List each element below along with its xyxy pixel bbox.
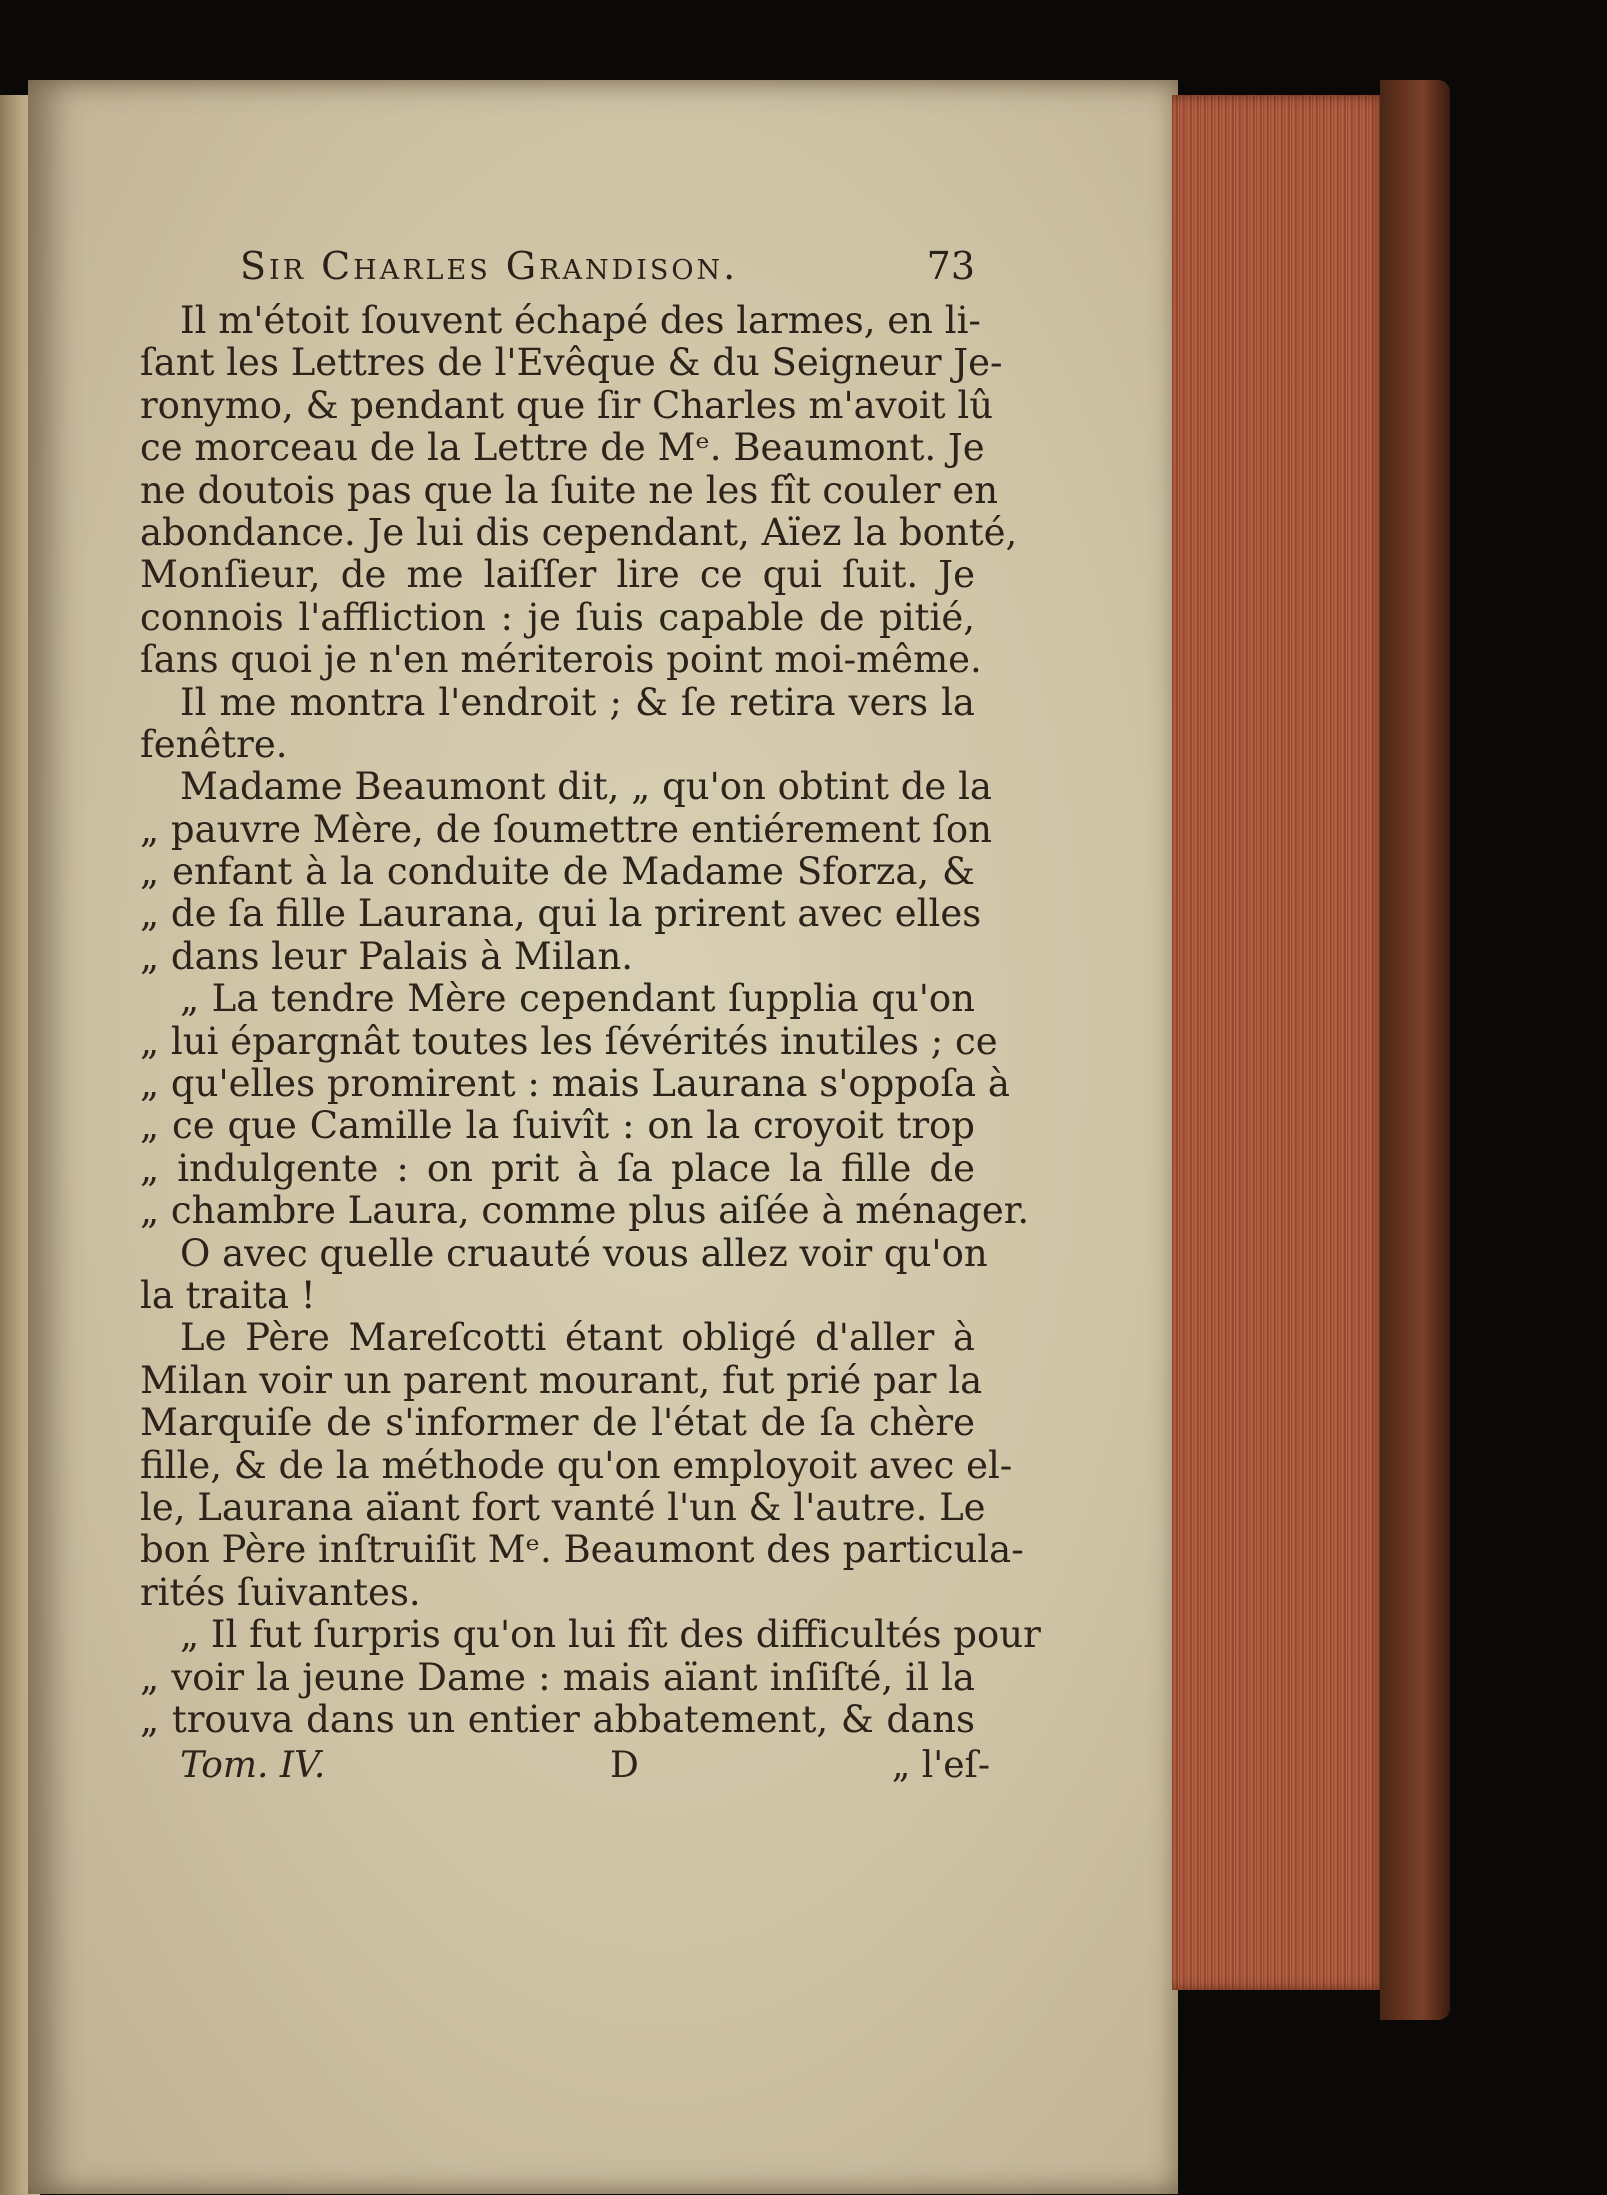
text-line: ce morceau de la Lettre de Mᵉ. Beaumont. Je — [140, 426, 985, 470]
text-line: ſans quoi je n'en mériterois point moi-même. — [140, 638, 982, 682]
page-body-text — [140, 299, 1041, 1741]
text-line: „ chambre Laura, comme plus aiſée à ménager. — [140, 1189, 1030, 1233]
text-line: rités ſuivantes. — [140, 1570, 421, 1614]
text-line: ronymo, & pendant que ſir Charles m'avoit lû — [140, 383, 994, 427]
text-line: fille, & de la méthode qu'on employoit avec el- — [140, 1443, 1013, 1487]
text-line: Monſieur, de me laiſſer lire ce qui ſuit. Je — [140, 553, 975, 597]
text-line: abondance. Je lui dis cependant, Aïez la bonté, — [140, 510, 1018, 554]
volume-mark: Tom. IV. — [180, 1745, 326, 1786]
page-number: 73 — [926, 244, 975, 288]
text-line: „ ce que Camille la ſuivît : on la croyoit trop — [140, 1104, 975, 1148]
text-line: „ dans leur Palais à Milan. — [140, 934, 634, 978]
text-line: connois l'affliction : je ſuis capable de pitié, — [140, 595, 975, 639]
text-line: Il m'étoit ſouvent échapé des larmes, en li- — [180, 299, 981, 342]
signature-mark: D — [610, 1745, 639, 1786]
text-line: „ lui épargnât toutes les ſévérités inutiles ; ce — [140, 1019, 998, 1063]
text-line: Le Père Mareſcotti étant obligé d'aller à — [180, 1316, 975, 1360]
text-line: „ voir la jeune Dame : mais aïant inſiſté, il la — [140, 1655, 975, 1699]
book-cover — [1380, 80, 1450, 2020]
text-line: ſant les Lettres de l'Evêque & du Seigneur Je- — [140, 341, 1003, 385]
text-line: O avec quelle cruauté vous allez voir qu'on — [180, 1231, 988, 1275]
text-line: le, Laurana aïant fort vanté l'un & l'autre. Le — [140, 1485, 986, 1529]
text-line: „ La tendre Mère cependant ſupplia qu'on — [180, 977, 975, 1021]
text-line: „ pauvre Mère, de ſoumettre entiérement ſon — [140, 807, 992, 851]
text-line: fenêtre. — [140, 722, 288, 766]
text-line: la traita ! — [140, 1273, 316, 1317]
text-line: „ de ſa fille Laurana, qui la prirent avec elles — [140, 892, 982, 936]
text-line: „ enfant à la conduite de Madame Sforza, & — [140, 850, 975, 894]
text-line: ne doutois pas que la ſuite ne les fît couler en — [140, 468, 999, 512]
page-footer — [180, 1745, 990, 1795]
text-line: Madame Beaumont dit, „ qu'on obtint de la — [180, 765, 992, 809]
running-title: Sir Charles Grandison. — [240, 244, 739, 288]
text-line: Marquiſe de s'informer de l'état de ſa chère — [140, 1401, 975, 1445]
text-line: „ indulgente : on prit à ſa place la fille de — [140, 1146, 975, 1190]
catchword: „ l'eſ- — [891, 1745, 990, 1786]
text-line: „ qu'elles promirent : mais Laurana s'oppoſa à — [140, 1062, 1010, 1106]
text-line: „ Il fut ſurpris qu'on lui fît des difficultés pour — [180, 1613, 1041, 1657]
text-line: Milan voir un parent mourant, fut prié par la — [140, 1358, 983, 1402]
page-header — [240, 240, 975, 300]
text-line: Il me montra l'endroit ; & ſe retira vers la — [180, 680, 975, 724]
page-block-edges — [1172, 95, 1387, 1990]
text-line: „ trouva dans un entier abbatement, & dans — [140, 1697, 975, 1741]
text-line: bon Père inſtruiſit Mᵉ. Beaumont des particula- — [140, 1528, 1024, 1572]
